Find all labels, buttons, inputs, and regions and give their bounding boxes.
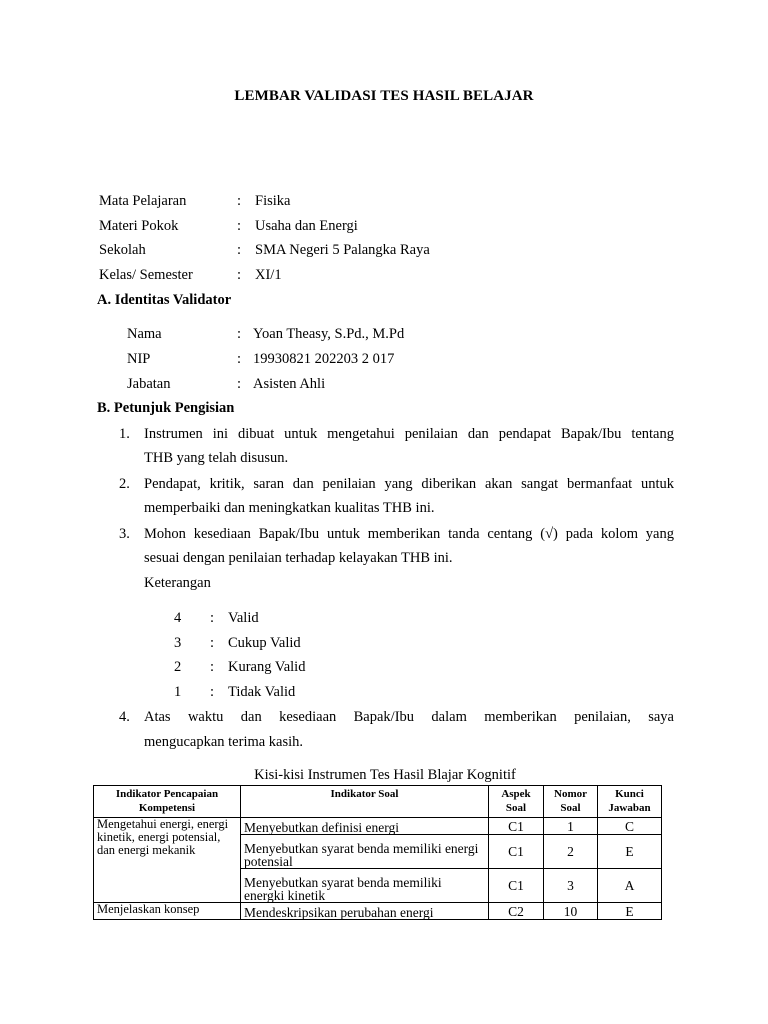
validator-label-nip: NIP xyxy=(127,351,151,367)
document-title: LEMBAR VALIDASI TES HASIL BELAJAR xyxy=(234,88,534,104)
validator-value-nip: 19930821 202203 2 017 xyxy=(253,351,395,367)
info-label-subject: Mata Pelajaran xyxy=(99,193,187,209)
cell-aspek: C1 xyxy=(489,818,544,835)
keterangan-label: Keterangan xyxy=(144,575,211,591)
cell-nomor: 1 xyxy=(544,818,598,835)
info-separator: : xyxy=(237,242,242,258)
scale-separator: : xyxy=(210,659,215,675)
cell-indikator-pencapaian: Menjelaskan konsep xyxy=(94,903,241,920)
scale-separator: : xyxy=(210,684,215,700)
table-row xyxy=(94,818,662,835)
info-separator: : xyxy=(237,218,242,234)
info-value-class: XI/1 xyxy=(255,267,282,283)
instruction-text: Mohon kesediaan Bapak/Ibu untuk memberikan tanda centang (√) pada kolom yang xyxy=(144,526,674,542)
cell-indikator-soal: Menyebutkan definisi energi xyxy=(241,818,489,835)
instruction-text: Instrumen ini dibuat untuk mengetahui penilaian dan pendapat Bapak/Ibu tentang xyxy=(144,426,674,442)
info-separator: : xyxy=(237,193,242,209)
info-label-topic: Materi Pokok xyxy=(99,218,179,234)
info-value-topic: Usaha dan Energi xyxy=(255,218,358,234)
cell-nomor: 3 xyxy=(544,869,598,903)
cell-nomor: 2 xyxy=(544,835,598,869)
validator-value-name: Yoan Theasy, S.Pd., M.Pd xyxy=(253,326,405,342)
info-separator: : xyxy=(237,267,242,283)
info-label-class: Kelas/ Semester xyxy=(99,267,193,283)
cell-kunci: C xyxy=(598,818,662,835)
table-caption-text: Kisi-kisi Instrumen Tes Hasil Blajar Kognitif xyxy=(254,767,516,783)
instruction-text: Atas waktu dan kesediaan Bapak/Ibu dalam memberikan penilaian, saya xyxy=(144,709,674,725)
header-nomor-soal: Nomor Soal xyxy=(544,786,598,818)
table-header-row xyxy=(94,786,662,818)
scale-label: Tidak Valid xyxy=(228,684,296,700)
kisi-kisi-table xyxy=(93,785,662,920)
table-row xyxy=(94,903,662,920)
header-kunci-jawaban: Kunci Jawaban xyxy=(598,786,662,818)
scale-score: 1 xyxy=(174,684,182,700)
scale-label: Cukup Valid xyxy=(228,635,301,651)
instruction-text: THB yang telah disusun. xyxy=(144,450,289,466)
header-aspek-soal: Aspek Soal xyxy=(489,786,544,818)
scale-label: Valid xyxy=(228,610,259,626)
instruction-text: Pendapat, kritik, saran dan penilaian yang diberikan akan sangat bermanfaat untuk xyxy=(144,476,674,492)
instruction-number: 2. xyxy=(119,476,130,492)
validator-separator: : xyxy=(237,326,242,342)
header-indikator-pencapaian: Indikator Pencapaian Kompetensi xyxy=(94,786,241,818)
validator-separator: : xyxy=(237,351,242,367)
validator-separator: : xyxy=(237,376,242,392)
scale-score: 3 xyxy=(174,635,182,651)
cell-aspek: C2 xyxy=(489,903,544,920)
cell-indikator-soal: Menyebutkan syarat benda memiliki energki kinetik xyxy=(241,869,489,903)
scale-separator: : xyxy=(210,610,215,626)
info-value-school: SMA Negeri 5 Palangka Raya xyxy=(255,242,430,258)
scale-score: 4 xyxy=(174,610,182,626)
header-indikator-soal: Indikator Soal xyxy=(241,786,489,818)
scale-separator: : xyxy=(210,635,215,651)
instruction-number: 4. xyxy=(119,709,130,725)
cell-nomor: 10 xyxy=(544,903,598,920)
validator-label-name: Nama xyxy=(127,326,162,342)
instruction-text: memperbaiki dan meningkatkan kualitas THB ini. xyxy=(144,500,435,516)
section-b-heading: B. Petunjuk Pengisian xyxy=(97,400,235,416)
instruction-text: sesuai dengan penilaian terhadap kelayakan THB ini. xyxy=(144,550,453,566)
cell-aspek: C1 xyxy=(489,835,544,869)
cell-aspek: C1 xyxy=(489,869,544,903)
instruction-number: 3. xyxy=(119,526,130,542)
section-a-heading: A. Identitas Validator xyxy=(97,292,232,308)
cell-indikator-pencapaian: Mengetahui energi, energi kinetik, energi potensial, dan energi mekanik xyxy=(94,818,241,903)
validator-value-position: Asisten Ahli xyxy=(253,376,326,392)
cell-kunci: E xyxy=(598,903,662,920)
cell-kunci: E xyxy=(598,835,662,869)
cell-indikator-soal: Menyebutkan syarat benda memiliki energi potensial xyxy=(241,835,489,869)
cell-indikator-soal: Mendeskripsikan perubahan energi xyxy=(241,903,489,920)
instruction-number: 1. xyxy=(119,426,130,442)
instruction-text: mengucapkan terima kasih. xyxy=(144,734,304,750)
scale-label: Kurang Valid xyxy=(228,659,306,675)
table-caption xyxy=(0,766,768,784)
validator-label-position: Jabatan xyxy=(127,376,171,392)
info-value-subject: Fisika xyxy=(255,193,291,209)
cell-kunci: A xyxy=(598,869,662,903)
scale-score: 2 xyxy=(174,659,182,675)
info-label-school: Sekolah xyxy=(99,242,146,258)
